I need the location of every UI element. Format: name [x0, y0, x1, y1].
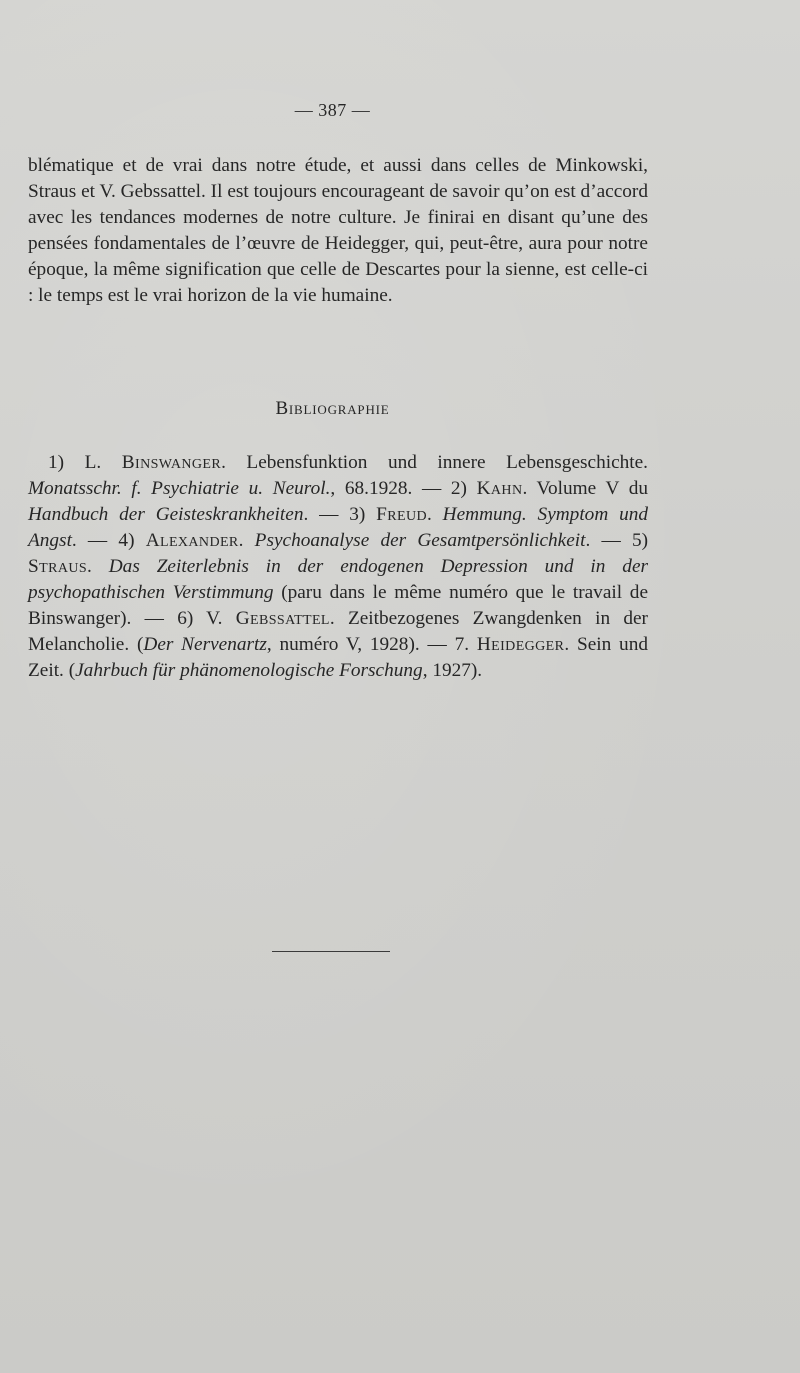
entry-text: . — [427, 504, 443, 525]
entry-title: Psychoanalyse der Gesamtpersönlichkeit — [254, 530, 586, 551]
entry-number: 3) — [349, 504, 366, 525]
entry-number: 2) — [450, 478, 467, 499]
entry-text: , 68.1928. — — [330, 478, 442, 499]
entry-text: (paru dans le même numéro que le travail de Binswanger). — — [28, 582, 649, 629]
end-rule — [272, 951, 390, 952]
entry-author: Straus — [28, 556, 88, 577]
entry-number: 6) V. — [177, 608, 223, 629]
entry-text: . — — [303, 504, 339, 525]
entry-text: . — — [71, 530, 108, 551]
entry-text: , numéro V, 1928). — — [266, 634, 447, 655]
entry-title: Das Zeiterlebnis in der endogenen Depression und in der psychopathischen Verstimmung — [28, 556, 649, 603]
entry-author: Freud — [376, 504, 427, 525]
entry-number: 4) — [118, 530, 135, 551]
bibliography-list — [28, 450, 648, 684]
entry-number: 7. — [454, 634, 470, 655]
entry-text: . — [87, 556, 109, 577]
bibliography-heading: Bibliographie — [275, 398, 390, 419]
entry-text: , 1927). — [422, 660, 483, 681]
entry-title: Monatsschr. f. Psychiatrie u. Neurol. — [28, 478, 331, 499]
entry-text: . Lebensfunktion und innere Lebensgeschichte. — [221, 452, 649, 473]
entry-author: Heidegger — [476, 634, 565, 655]
entry-text: . Zeitbezogenes Zwangdenken in der Melancholie. ( — [28, 608, 648, 655]
entry-author: Alexander — [145, 530, 239, 551]
entry-text: . Volume V du — [522, 478, 648, 499]
page-number: — 387 — — [294, 100, 371, 120]
entry-author: Binswanger — [121, 452, 222, 473]
entry-title: Jahrbuch für phänomenologische Forschung — [75, 660, 423, 681]
entry-author: Gebssattel — [235, 608, 330, 629]
entry-author: Kahn — [476, 478, 523, 499]
entry-title: Der Nervenartz — [143, 634, 267, 655]
entry-title: Hemmung. Symptom und Angst — [28, 504, 649, 551]
entry-number: 1) L. — [48, 452, 102, 473]
entry-text: . — [238, 530, 255, 551]
body-paragraph: blématique et de vrai dans notre étude, et aussi dans celles de Minkowski, Straus et V. Gebssattel. Il est toujours encourageant de savoir qu’on est d’accord avec les tendances modernes de notre culture. Je finirai en disant qu’une des pensées fondamentales de l’œuvre de Heidegger, qui, peut-être, aura pour notre époque, la même signification que celle de Descartes pour la sienne, est celle-ci : le temps est le vrai horizon de la vie humaine. — [28, 155, 648, 306]
entry-4 — [118, 530, 620, 551]
entry-text: . — — [585, 530, 621, 551]
entry-text: . Sein und Zeit. ( — [28, 634, 648, 681]
entry-number: 5) — [631, 530, 649, 551]
entry-title: Handbuch der Geisteskrankheiten — [28, 504, 304, 525]
